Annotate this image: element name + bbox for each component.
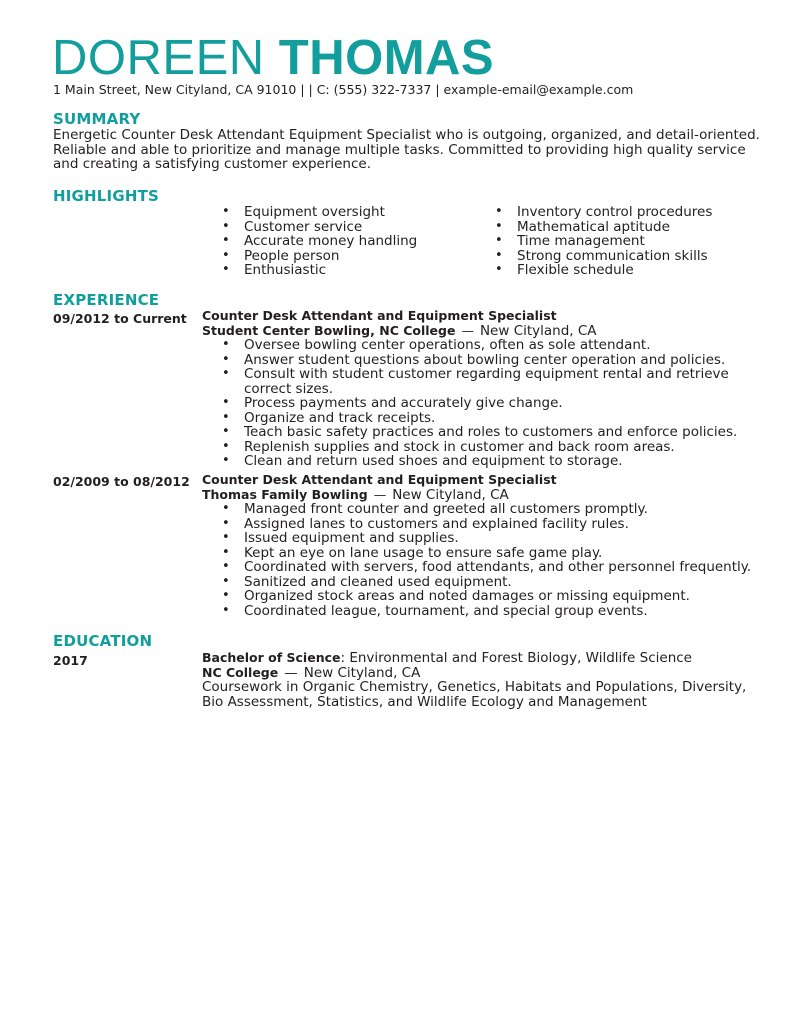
job-duties-list	[202, 502, 762, 618]
contact-info: 1 Main Street, New Cityland, CA 91010 | | C: (555) 322-7337 | example-email@example.com	[53, 82, 634, 97]
job-duty: • Clean and return used shoes and equipment to storage.	[202, 454, 762, 469]
highlight-item: • Inventory control procedures	[475, 205, 735, 220]
job-org-line	[202, 488, 762, 503]
candidate-name	[52, 30, 494, 86]
job-duty: • Replenish supplies and stock in customer and back room areas.	[202, 440, 762, 455]
job-duty: • Sanitized and cleaned used equipment.	[202, 575, 762, 590]
last-name: THOMAS	[278, 31, 495, 85]
school-location: New Cityland, CA	[303, 664, 421, 681]
job-duty: • Assigned lanes to customers and explained facility rules.	[202, 517, 762, 532]
highlight-item: • Customer service	[202, 220, 462, 235]
job-location: New Cityland, CA	[479, 322, 597, 339]
education-heading: EDUCATION	[53, 632, 153, 650]
job-duty: • Coordinated league, tournament, and special group events.	[202, 604, 762, 619]
separator-dash: —	[284, 664, 298, 681]
job-duty: • Organized stock areas and noted damages or missing equipment.	[202, 589, 762, 604]
highlights-right-list	[475, 205, 735, 278]
highlight-item: • Strong communication skills	[475, 249, 735, 264]
job-dates: 09/2012 to Current	[53, 311, 187, 326]
separator-dash: —	[461, 322, 474, 338]
separator-dash: —	[373, 486, 387, 502]
highlights-heading: HIGHLIGHTS	[53, 187, 160, 205]
job-dates: 02/2009 to 08/2012	[53, 474, 190, 489]
job-duty: • Answer student questions about bowling center operation and policies.	[202, 353, 762, 368]
job-entry	[202, 309, 762, 469]
job-duties-list	[202, 338, 762, 469]
job-duty: • Teach basic safety practices and roles to customers and enforce policies.	[202, 425, 762, 440]
job-org-line	[202, 324, 762, 339]
school-line	[202, 666, 762, 681]
highlights-left-list	[202, 205, 462, 278]
job-duty: • Oversee bowling center operations, often as sole attendant.	[202, 338, 762, 353]
summary-heading: SUMMARY	[53, 110, 141, 128]
job-duty: • Organize and track receipts.	[202, 411, 762, 426]
highlight-item: • People person	[202, 249, 462, 264]
school-name: NC College	[202, 664, 279, 680]
coursework: Coursework in Organic Chemistry, Genetics, Habitats and Populations, Diversity, Bio Assessment, Statistics, and Wildlife Ecology and Management	[202, 679, 747, 710]
job-duty: • Managed front counter and greeted all customers promptly.	[202, 502, 762, 517]
education-entry	[202, 651, 762, 709]
job-duty: • Kept an eye on lane usage to ensure safe game play.	[202, 546, 762, 561]
job-duty: • Process payments and accurately give change.	[202, 396, 762, 411]
highlight-item: • Accurate money handling	[202, 234, 462, 249]
highlight-item: • Equipment oversight	[202, 205, 462, 220]
degree-line	[202, 651, 762, 666]
job-duty: • Coordinated with servers, food attendants, and other personnel frequently.	[202, 560, 762, 575]
job-duty: • Consult with student customer regarding equipment rental and retrieve correct sizes.	[202, 367, 762, 396]
job-entry	[202, 473, 762, 618]
highlight-item: • Enthusiastic	[202, 263, 462, 278]
job-title: Counter Desk Attendant and Equipment Specialist	[202, 472, 557, 487]
degree: Bachelor of Science	[202, 650, 341, 665]
job-location: New Cityland, CA	[392, 486, 509, 503]
first-name: DOREEN	[52, 31, 265, 85]
experience-heading: EXPERIENCE	[53, 291, 160, 309]
job-duty: • Issued equipment and supplies.	[202, 531, 762, 546]
job-org: Student Center Bowling, NC College	[202, 322, 456, 338]
highlight-item: • Time management	[475, 234, 735, 249]
summary-text: Energetic Counter Desk Attendant Equipment Specialist who is outgoing, organized, and detail-oriented. Reliable and able to prioritize and manage multiple tasks. Committed to providing high quality service and creating a satisfying customer experience.	[53, 127, 760, 173]
education-year: 2017	[53, 653, 88, 668]
degree-field: : Environmental and Forest Biology, Wildlife Science	[340, 650, 692, 666]
job-org: Thomas Family Bowling	[202, 486, 368, 502]
highlight-item: • Flexible schedule	[475, 263, 735, 278]
job-title: Counter Desk Attendant and Equipment Specialist	[202, 308, 557, 323]
highlight-item: • Mathematical aptitude	[475, 220, 735, 235]
